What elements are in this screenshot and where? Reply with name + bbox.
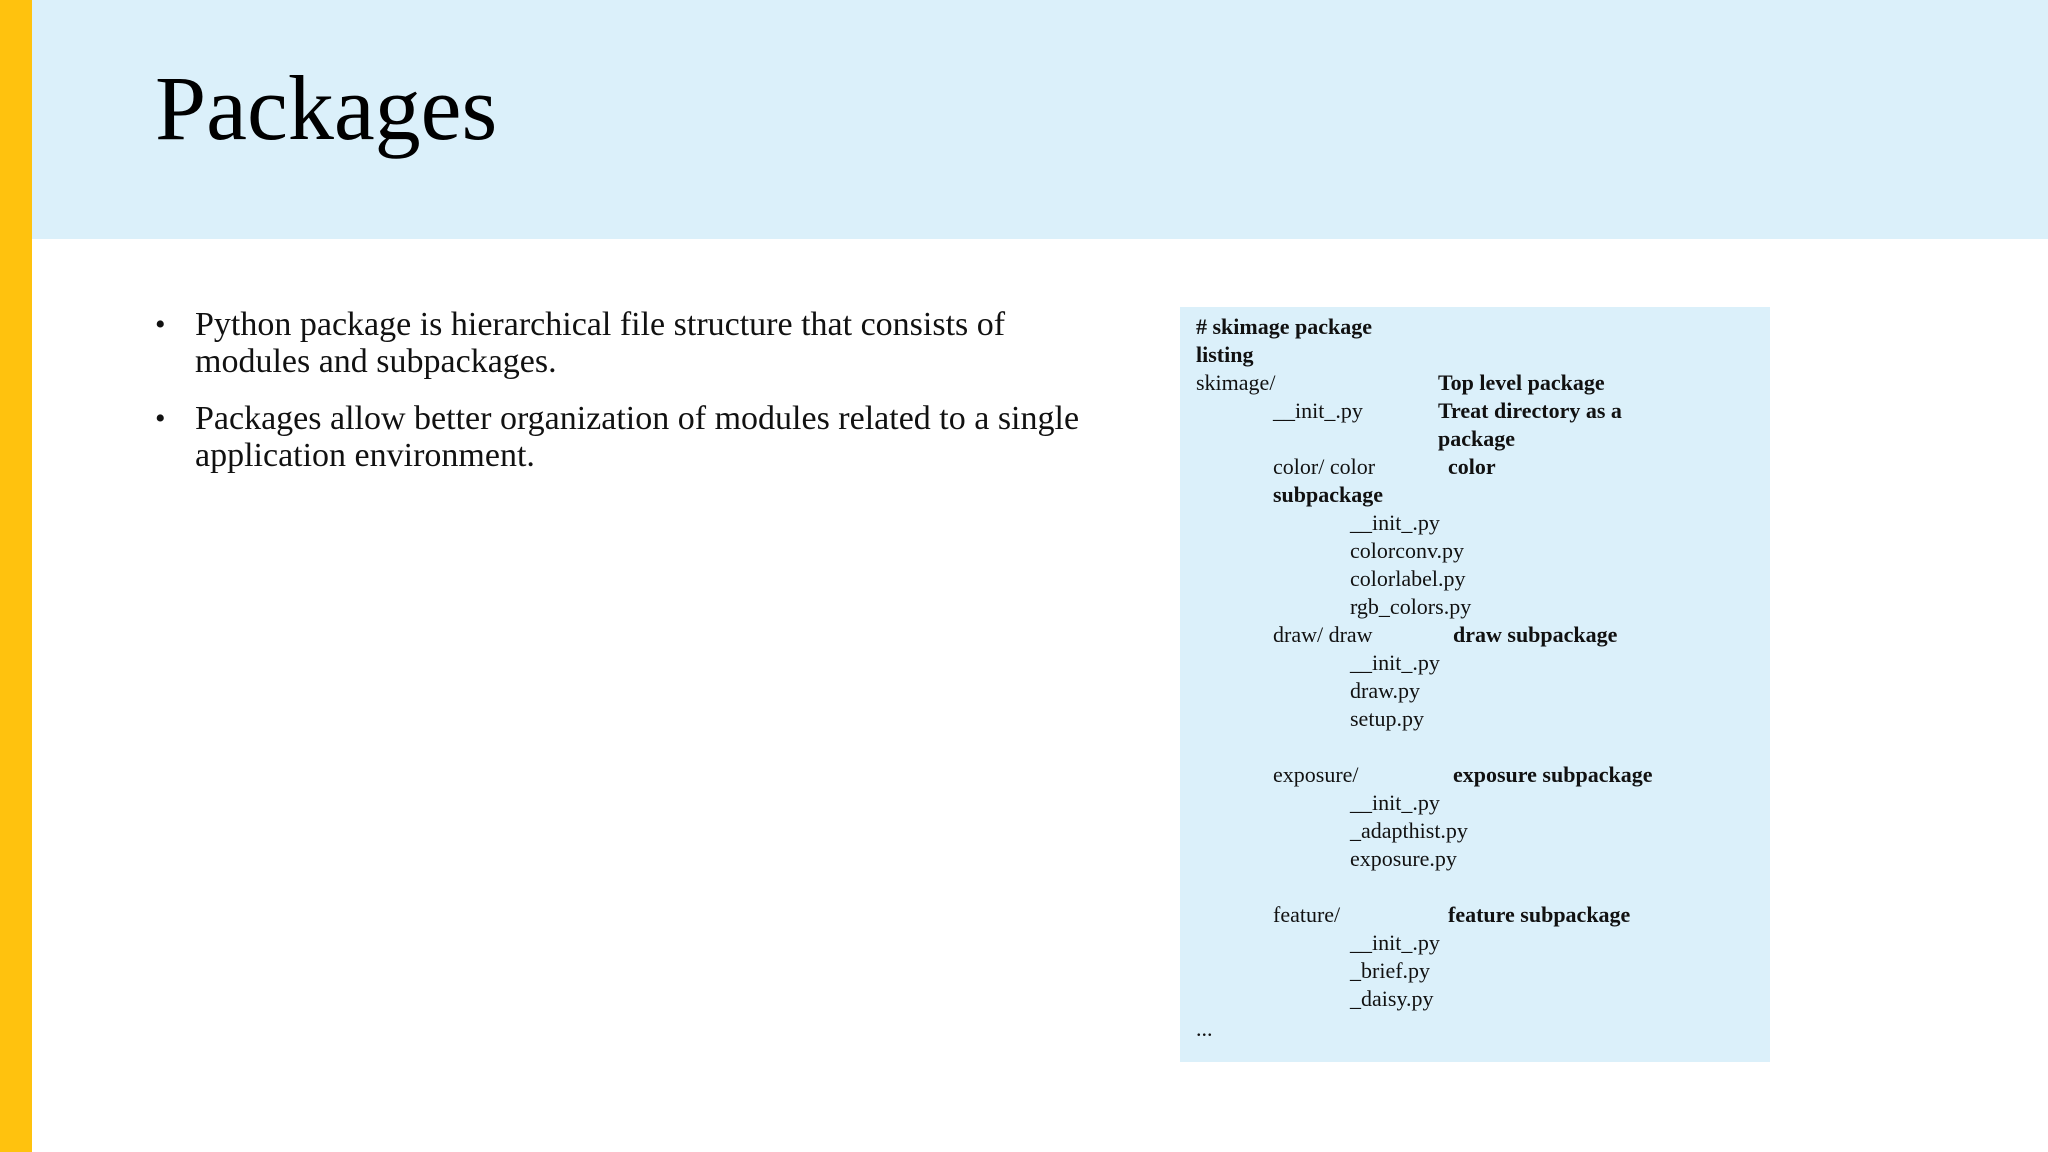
note-draw: draw subpackage [1453, 622, 1618, 647]
file-entry: _brief.py [1350, 958, 1431, 983]
file-entry: rgb_colors.py [1350, 594, 1472, 619]
note-treat-directory: Treat directory as a [1438, 398, 1622, 423]
bullet-dot: • [155, 402, 166, 435]
bullet-text-line: Python package is hierarchical file structure that consists of [195, 306, 1006, 343]
dir-exposure: exposure/ [1273, 762, 1359, 787]
dir-skimage: skimage/ [1196, 370, 1276, 395]
file-entry: __init_.py [1350, 650, 1440, 675]
package-listing-box [1180, 307, 1770, 1062]
listing-ellipsis: ... [1196, 1016, 1213, 1041]
accent-bar [0, 0, 32, 1152]
bullet-dot: • [155, 308, 166, 341]
file-entry: draw.py [1350, 678, 1421, 703]
bullet-text-line: modules and subpackages. [195, 343, 557, 380]
file-entry: _daisy.py [1350, 986, 1434, 1011]
file-root-init: __init_.py [1273, 398, 1363, 423]
note-exposure: exposure subpackage [1453, 762, 1653, 787]
file-entry: __init_.py [1350, 510, 1440, 535]
slide-title: Packages [155, 57, 498, 159]
dir-draw: draw/ draw [1273, 622, 1373, 647]
bullet-item [155, 306, 1115, 380]
file-entry: colorconv.py [1350, 538, 1465, 563]
file-entry: colorlabel.py [1350, 566, 1466, 591]
note-color-subpackage: subpackage [1273, 482, 1384, 507]
bullet-text-line: Packages allow better organization of modules related to a single [195, 400, 1080, 437]
note-top-level: Top level package [1438, 370, 1605, 395]
dir-feature: feature/ [1273, 902, 1341, 927]
bullet-text-line: application environment. [195, 437, 535, 474]
listing-header: # skimage package [1196, 314, 1372, 339]
dir-color: color/ color [1273, 454, 1376, 479]
file-entry: __init_.py [1350, 790, 1440, 815]
bullet-item [155, 400, 1115, 474]
note-treat-directory: package [1438, 426, 1515, 451]
note-color: color [1448, 454, 1496, 479]
file-entry: _adapthist.py [1350, 818, 1468, 843]
file-entry: __init_.py [1350, 930, 1440, 955]
file-entry: setup.py [1350, 706, 1424, 731]
listing-header: listing [1196, 342, 1254, 367]
note-feature: feature subpackage [1448, 902, 1631, 927]
bullet-list [155, 306, 1115, 494]
file-entry: exposure.py [1350, 846, 1457, 871]
